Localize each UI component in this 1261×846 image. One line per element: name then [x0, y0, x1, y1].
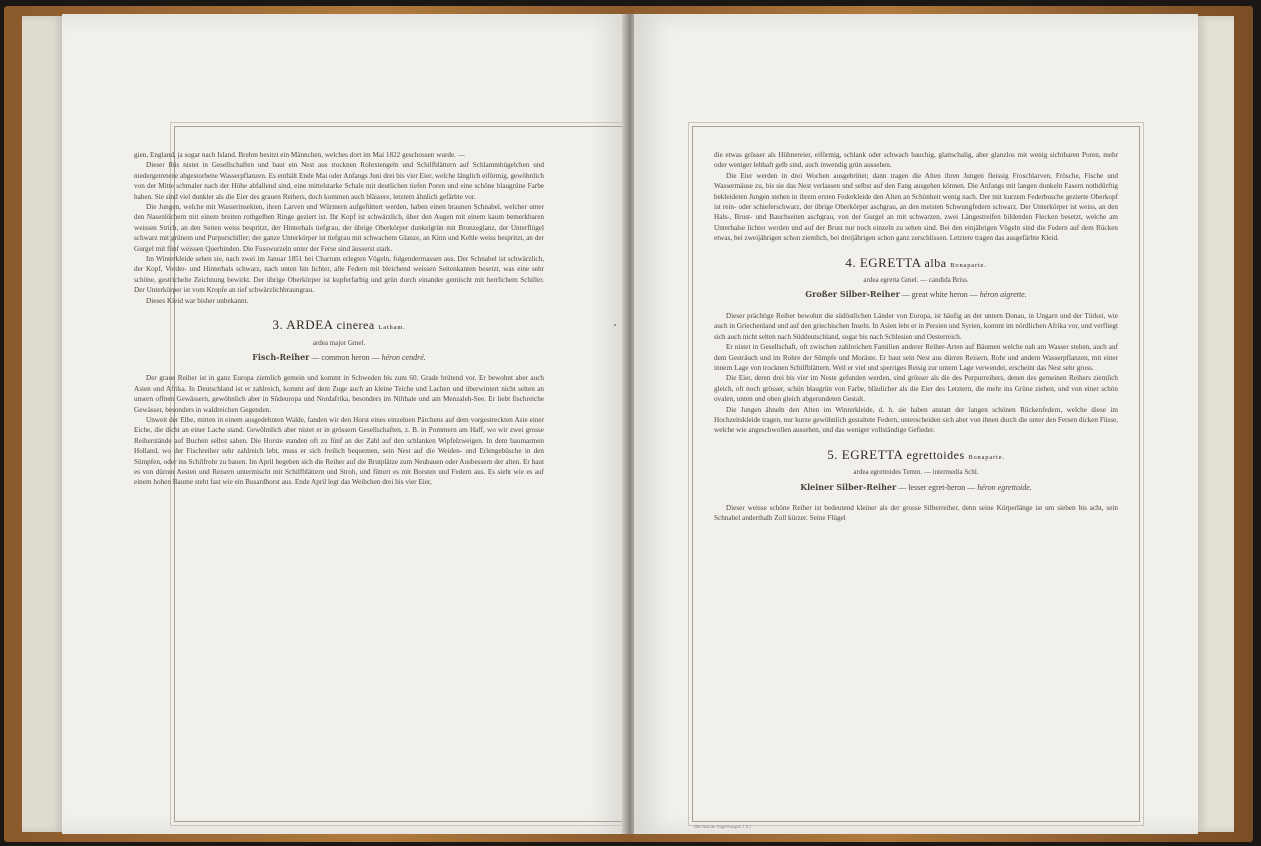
paragraph: Der graue Reiher ist in ganz Europa ziemlich gemein und kommt in Schweden bis zum 60. Grade brütend vor. Er bewohnt aber auch Asien und Afrika. In Deutschland ist er zahlreich, kommt auf dem Zuge auch an kleine Teiche und Lachen und überwintert nicht selten an unsern offnen Gewässern, gewöhnlich aber in Südeuropa und Nordafrika, besonders im Nilthale und am Menzaleh-See. Er liebt fischreiche Gewässer, besonders in waldreichen Gegenden.	[134, 374, 544, 414]
french-name: héron cendré.	[381, 352, 426, 362]
english-name: — great white heron —	[901, 290, 978, 300]
paragraph: die etwas grösser als Hühnereier, eiförmig, schlank oder schwach bauchig, glattschalig, aber glanzlos mit wenig sichtbaren Poren, mehr oder weniger lebhaft gelb sind, auch inwendig grün aussehen.	[714, 151, 1118, 170]
paragraph: Im Winterkleide sehen sie, nach zwei im Januar 1851 bei Chartum erlegten Vögeln, folgendermassen aus. Der Schnabel ist schwärzlich, der Kopf, Vorder- und Hinterhals schwarz, nach unten hin lichter, alle Federn mit bleichend weissen Seitenkanten besetzt, was eine sehr schöne, gestrichelte Zeichnung bewirkt. Der übrige Oberkörper ist kupferfarbig und grün durch einander gemischt mit herrlichem Schiller. Der Unterkörper ist vom Kropfe an tief schwärzlichbraungrau.	[134, 255, 544, 295]
species-number: 5.	[827, 446, 839, 462]
paragraph: Dieser weisse schöne Reiher ist bedeutend kleiner als der grosse Silberreiher, denn seine Körperlänge ist um sieben bis acht, sein Schnabel anderthalb Zoll kürzer. Seine Flügel	[714, 503, 1118, 523]
french-name: héron aigrette.	[979, 290, 1027, 300]
german-name: Fisch-Reiher	[252, 351, 310, 362]
synonym-line: ardea egretta Gmel. — candida Briss.	[863, 276, 969, 285]
genus-name: EGRETTA	[841, 446, 903, 462]
paragraph: Die Jungen, welche mit Wasserinsekten, ihren Larven und Würmern aufgefüttert werden, haben einen braunen Schnabel, welcher unter den Nasenlöchern mit einem breiten rothgelben Ringe geziert ist. Ihr Kopf ist schwärzlich, über den Augen mit einem kaum bemerkbaren weissen Strich, an den Seiten weiss bespritzt, der Hinterhals tiefgrau, der übrige Oberkörper dunkelgrün mit Bronzeglanz, der Unterflügel schwarz mit grünem und Purpurschiller; der ganze Unterkörper ist tiefgrau mit schwachem Glanze, an Kinn und Kehle weiss bespritzt, an der Gurgel mit fünf weissen Querbinden. Die Fusswurzeln unter der Ferse sind äusserst stark.	[134, 203, 544, 253]
paragraph: Unweit der Elbe, mitten in einem ausgedehnten Walde, fanden wir den Horst eines einzelnen Pärchens auf dem vorgestreckten Aste einer Eiche, die dicht an einer Lache stand. Gewöhnlich aber nistet er in grössern Gesellschaften, z. B. in Pommern am Haff, wo wir zwei grosse Reiherstände auf Buchen selbst sahen. Die Horste standen oft zu fünf an der Zahl auf den schlanken Wipfelzweigen. In dem baumarmen Holland, wo der Fischreiher sehr zahlreich lebt, muss er sich freilich bequemen, sein Nest auf die Weiden- und Erlengebüsche in den Sümpfen, oder ins Schilfrohr zu bauen. Im April begeben sich die Reiher auf die Brutplätze zum Neubauen oder Ausbessern der alten. Er baut es von dürren Aesten und Reisern untermischt mit Schilfblättern und Stroh, und füttert es mit Borsten und Federn aus. Es sieht wie es auf einem hohen Baume steht fast wie ein Busardhorst aus. Ende April legt das Weibchen drei bis vier Eier,	[134, 415, 544, 487]
species-heading-5	[714, 446, 1118, 463]
species-heading-3	[134, 317, 544, 333]
paragraph: Er nistet in Gesellschaft, oft zwischen zahlreichen Familien anderer Reiher-Arten auf Bäumen welche nah am Wasser stehen, auch auf dem Gesträuch und im Rohre der Sümpfe und Moräste. Er baut sein Nest aus dürren Reisern, Rohr und andern Wasserpflanzen, mit einer innern Lage von trocknen Schilfblättern. Weil er viel und sperriges Reisig zur untern Lage verwendet, erscheint das Nest sehr gross.	[714, 343, 1118, 372]
left-page-edges	[22, 16, 64, 832]
french-name: héron egrettoide.	[977, 482, 1032, 492]
english-name: — common heron —	[311, 352, 380, 362]
species-author: Bonaparte.	[950, 261, 987, 269]
common-names	[714, 482, 1118, 493]
species-number: 4.	[845, 254, 857, 270]
species-name: alba	[924, 255, 947, 270]
species-author: Bonaparte.	[968, 453, 1005, 461]
paragraph: Dieser prächtige Reiher bewohnt die südöstlichen Länder von Europa, ist häufig an der untern Donau, in Ungarn und der Türkei, wie auch in Griechenland und auf den griechischen Inseln. In Asien lebt er in Persien und Syrien, kommt im nördlichen Afrika vor, und verfliegt sich auch nicht selten nach Süddeutschland, sogar bis nach Schlesien und Oesterreich.	[714, 311, 1118, 341]
german-name: Kleiner Silber-Reiher	[800, 481, 897, 492]
left-page-text	[134, 150, 544, 488]
right-page-edges	[1196, 16, 1234, 832]
paragraph: Dieser Ibis nistet in Gesellschaften und baut ein Nest aus trocknen Rohrstengeln und Schilfblättern auf Schlammhügelchen und niedergetretene abgestorbene Wasserpflanzen. Es enthält Ende Mai oder Anfangs Juni drei bis vier Eier, welche länglich eiförmig, gewöhnlich von der Mitte schmaler nach der Höhe abfallend sind, eine mittelstarke Schale mit deutlichen tiefen Poren und eine schöne blaugrüne Farbe haben. Sie sind viel dunkler als die Eier des grauen Reihers, doch kommen auch blässere, letztern ähnlich gefärbte vor.	[134, 161, 544, 201]
species-number: 3.	[272, 317, 284, 333]
synonym-line: ardea major Gmel.	[312, 338, 366, 347]
genus-name: EGRETTA	[859, 254, 921, 270]
paragraph: Dieses Kleid war bisher unbekannt.	[146, 296, 249, 305]
paragraph: gien, England, ja sogar nach Island. Brehm besitzt ein Männchen, welches dort im Mai 1822 geschossen wurde. —	[134, 151, 465, 159]
ink-dot	[614, 324, 616, 326]
species-author: Latham.	[378, 324, 406, 332]
paragraph: Die Jungen ähneln den Alten im Winterkleide, d. h. sie haben anstatt der langen schönen Rückenfedern, welche diese im Hochzeitskleide tragen, nur kurze gewöhnlich gestaltete Federn, unterscheiden sich aber von ihnen durch die unter den Fersen dicken Füsse, welche wie angeschwollen aussehen, und das weniger vollständige Gefieder.	[714, 405, 1118, 435]
right-page-text	[714, 150, 1118, 524]
synonym-line: ardea egrettoides Temm. — intermedia Schl.	[853, 468, 979, 477]
page-footnote: (Die Nest der Vögel Europa's. LX.)	[694, 824, 751, 829]
common-names	[134, 352, 544, 363]
genus-name: ARDEA	[286, 317, 333, 333]
species-heading-4	[714, 254, 1118, 271]
paragraph: Die Eier, deren drei bis vier im Neste gefunden werden, sind grösser als die des Purpurreihers, denen des gemeinen Reihers ziemlich gleich, oft noch grösser, schön blaugrün von Farbe, bläulicher als die Eier des Letztern, die mehr ins Grüne ziehen, und von einer schön ovalen, unten und oben gleich abgerundeten Gestalt.	[714, 374, 1118, 404]
species-name: egrettoides	[906, 447, 965, 462]
paragraph: Die Eier werden in drei Wochen ausgebrütet; dann tragen die Alten ihren Jungen fleissig Froschlarven, Frösche, Fische und Wassermäuse zu, bis sie das Nest verlassen und selbst auf den Fang ausgehen können. Die Anfangs mit langen dunkeln Fasern nothdürftig bekleideten Jungen stehen in ihrem ersten Federkleide den Alten an Schönheit wenig nach. Der mit kurzem Federbusche gezierte Oberkopf ist rein- oder schieferschwarz, der übrige Oberkörper aschgrau, an den meisten Schwungfedern schwarz. Der Unterkörper ist weiss, an den Hals-, Brust- und Bauchseiten aschgrau, von der Gurgel an mit schwarzen, zwei Längestreifen bildenden Flecken besetzt, welche am Unterhalse lichter werden und auf der Brust nur noch einzeln zu sehen sind. Bei den einjährigen Vögeln sind die Federn auf dem Rücken etwas, bei zweijährigen schon ziemlich, bei dreijährigen schon ganz zerschlissen. Letztere tragen das ausgefärbte Kleid.	[714, 171, 1118, 243]
german-name: Großer Silber-Reiher	[805, 289, 900, 300]
english-name: — lesser egret-heron —	[898, 482, 976, 492]
common-names	[714, 289, 1118, 300]
species-name: cinerea	[336, 318, 375, 333]
